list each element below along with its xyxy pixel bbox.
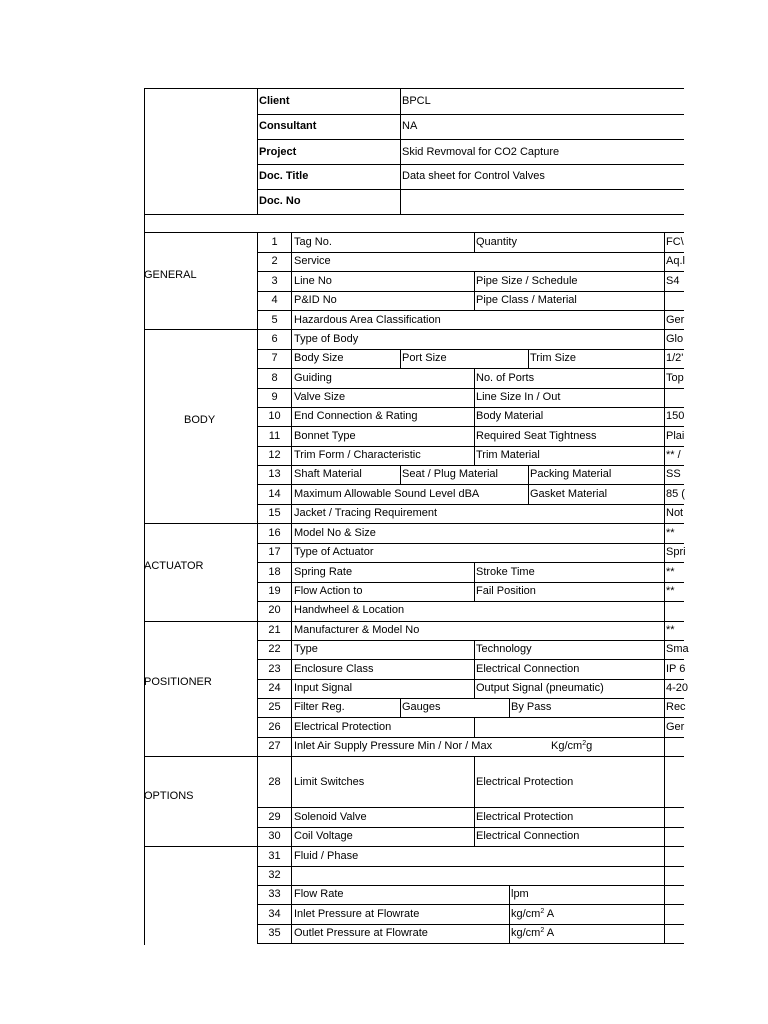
project-label: Project bbox=[259, 146, 297, 158]
unit-suffix: g bbox=[586, 740, 593, 752]
unit-text: Kg/cm bbox=[551, 740, 583, 752]
row-number: 6 bbox=[271, 333, 278, 345]
row-number: 2 bbox=[271, 255, 278, 267]
row-label-secondary: No. of Ports bbox=[476, 372, 535, 384]
row-value: 1/2' bbox=[666, 352, 684, 364]
row-label: Filter Reg. bbox=[294, 701, 345, 713]
doc-title-value: Data sheet for Control Valves bbox=[402, 170, 545, 182]
row-label: Line No bbox=[294, 275, 332, 287]
row-value: 150 bbox=[666, 410, 685, 422]
row-label: Flow Action to bbox=[294, 585, 363, 597]
row-value: Plai bbox=[666, 430, 685, 442]
row-value: ** bbox=[666, 527, 675, 539]
row-value: Ger bbox=[666, 721, 685, 733]
row-number: 28 bbox=[268, 776, 281, 788]
section-actuator: ACTUATOR bbox=[144, 560, 204, 572]
row-label: Flow Rate bbox=[294, 888, 344, 900]
row-unit bbox=[551, 740, 661, 753]
row-label-secondary: Pipe Size / Schedule bbox=[476, 275, 578, 287]
row-number: 13 bbox=[268, 468, 281, 480]
row-label: Limit Switches bbox=[294, 776, 365, 788]
row-number: 3 bbox=[271, 275, 278, 287]
row-label: Service bbox=[294, 255, 331, 267]
row-number: 14 bbox=[268, 488, 281, 500]
row-label-middle: Gauges bbox=[402, 701, 441, 713]
row-label: Tag No. bbox=[294, 236, 332, 248]
row-label-secondary: Required Seat Tightness bbox=[476, 430, 597, 442]
row-label-secondary: Trim Material bbox=[476, 449, 540, 461]
row-number: 35 bbox=[268, 927, 281, 939]
row-number: 4 bbox=[271, 294, 278, 306]
row-label: Coil Voltage bbox=[294, 830, 353, 842]
row-label: P&ID No bbox=[294, 294, 337, 306]
row-label: Type of Actuator bbox=[294, 546, 374, 558]
row-label-secondary: By Pass bbox=[511, 701, 552, 713]
row-number: 21 bbox=[268, 624, 281, 636]
row-label-secondary: Technology bbox=[476, 643, 532, 655]
doc-no-label: Doc. No bbox=[259, 195, 301, 207]
row-label: Body Size bbox=[294, 352, 344, 364]
row-label: Outlet Pressure at Flowrate bbox=[294, 927, 428, 939]
row-value: Not bbox=[666, 507, 684, 519]
row-number: 24 bbox=[268, 682, 281, 694]
row-label: Model No & Size bbox=[294, 527, 376, 539]
row-value: FC\ bbox=[666, 236, 684, 248]
row-value: Ger bbox=[666, 314, 685, 326]
row-number: 25 bbox=[268, 701, 281, 713]
row-label-secondary: Electrical Protection bbox=[476, 811, 574, 823]
section-general: GENERAL bbox=[144, 269, 197, 281]
row-unit bbox=[511, 927, 661, 940]
section-options: OPTIONS bbox=[144, 790, 194, 802]
row-label: Valve Size bbox=[294, 391, 346, 403]
row-label: Input Signal bbox=[294, 682, 353, 694]
row-number: 32 bbox=[268, 869, 281, 881]
row-unit: lpm bbox=[511, 888, 529, 900]
row-value: IP 6 bbox=[666, 663, 686, 675]
row-label: Fluid / Phase bbox=[294, 850, 359, 862]
row-label: Spring Rate bbox=[294, 566, 353, 578]
doc-title-label: Doc. Title bbox=[259, 170, 309, 182]
row-number: 34 bbox=[268, 908, 281, 920]
row-value: ** bbox=[666, 566, 675, 578]
unit-superscript: 2 bbox=[582, 740, 587, 747]
row-number: 19 bbox=[268, 585, 281, 597]
row-number: 33 bbox=[268, 888, 281, 900]
row-label: Maximum Allowable Sound Level dBA bbox=[294, 488, 480, 500]
project-value: Skid Revmoval for CO2 Capture bbox=[402, 146, 560, 158]
client-label: Client bbox=[259, 95, 290, 107]
row-value: ** bbox=[666, 585, 675, 597]
row-value: Aq.l bbox=[666, 255, 685, 267]
unit-superscript: 2 bbox=[540, 927, 545, 934]
row-label: Manufacturer & Model No bbox=[294, 624, 420, 636]
consultant-value: NA bbox=[402, 120, 418, 132]
row-label-secondary: Electrical Protection bbox=[476, 776, 574, 788]
row-label-secondary: Gasket Material bbox=[530, 488, 608, 500]
row-number: 17 bbox=[268, 546, 281, 558]
row-label-middle: Seat / Plug Material bbox=[402, 468, 498, 480]
row-value: Sma bbox=[666, 643, 689, 655]
unit-text: kg/cm bbox=[511, 927, 541, 939]
unit-text: kg/cm bbox=[511, 908, 541, 920]
row-number: 11 bbox=[268, 430, 281, 442]
row-number: 22 bbox=[268, 643, 281, 655]
row-label-secondary: Quantity bbox=[476, 236, 517, 248]
unit-suffix: A bbox=[544, 908, 555, 920]
row-label-secondary: Trim Size bbox=[530, 352, 577, 364]
row-number: 20 bbox=[268, 604, 281, 616]
row-value: SS bbox=[666, 468, 681, 480]
row-label-secondary: Fail Position bbox=[476, 585, 536, 597]
row-label: Inlet Air Supply Pressure Min / Nor / Max bbox=[294, 740, 493, 752]
row-number: 7 bbox=[271, 352, 278, 364]
unit-suffix: A bbox=[544, 927, 555, 939]
row-number: 10 bbox=[268, 410, 281, 422]
row-number: 31 bbox=[268, 850, 281, 862]
row-unit bbox=[511, 908, 661, 921]
row-label-secondary: Output Signal (pneumatic) bbox=[476, 682, 604, 694]
row-number: 18 bbox=[268, 566, 281, 578]
row-value: ** bbox=[666, 624, 675, 636]
unit-superscript: 2 bbox=[540, 908, 545, 915]
row-label: Jacket / Tracing Requirement bbox=[294, 507, 438, 519]
row-value: Rec bbox=[666, 701, 686, 713]
row-number: 23 bbox=[268, 663, 281, 675]
row-label: Bonnet Type bbox=[294, 430, 356, 442]
row-label: Type of Body bbox=[294, 333, 359, 345]
row-label-secondary: Body Material bbox=[476, 410, 544, 422]
row-number: 30 bbox=[268, 830, 281, 842]
row-number: 9 bbox=[271, 391, 278, 403]
row-label: Handwheel & Location bbox=[294, 604, 405, 616]
row-value: Top bbox=[666, 372, 684, 384]
row-number: 5 bbox=[271, 314, 278, 326]
row-label: End Connection & Rating bbox=[294, 410, 418, 422]
row-label: Type bbox=[294, 643, 318, 655]
client-value: BPCL bbox=[402, 95, 431, 107]
row-label: Hazardous Area Classification bbox=[294, 314, 441, 326]
row-label: Inlet Pressure at Flowrate bbox=[294, 908, 420, 920]
row-label-middle: Port Size bbox=[402, 352, 447, 364]
row-label-secondary: Pipe Class / Material bbox=[476, 294, 577, 306]
row-number: 1 bbox=[271, 236, 278, 248]
row-label-secondary: Electrical Connection bbox=[476, 830, 580, 842]
row-label-secondary: Packing Material bbox=[530, 468, 612, 480]
row-number: 29 bbox=[268, 811, 281, 823]
section-positioner: POSITIONER bbox=[144, 676, 212, 688]
row-number: 12 bbox=[268, 449, 281, 461]
consultant-label: Consultant bbox=[259, 120, 317, 132]
row-label: Solenoid Valve bbox=[294, 811, 367, 823]
row-label: Enclosure Class bbox=[294, 663, 374, 675]
row-value: 85 ( bbox=[666, 488, 685, 500]
row-value: Glo bbox=[666, 333, 684, 345]
row-label: Electrical Protection bbox=[294, 721, 392, 733]
row-value: 4-20 bbox=[666, 682, 689, 694]
row-number: 26 bbox=[268, 721, 281, 733]
row-label-secondary: Line Size In / Out bbox=[476, 391, 561, 403]
row-label: Shaft Material bbox=[294, 468, 362, 480]
row-value: Spri bbox=[666, 546, 686, 558]
section-body: BODY bbox=[184, 414, 216, 426]
row-label: Guiding bbox=[294, 372, 332, 384]
row-number: 15 bbox=[268, 507, 281, 519]
row-label-secondary: Electrical Connection bbox=[476, 663, 580, 675]
row-number: 8 bbox=[271, 372, 278, 384]
row-label-secondary: Stroke Time bbox=[476, 566, 535, 578]
row-label: Trim Form / Characteristic bbox=[294, 449, 421, 461]
row-value: S4 bbox=[666, 275, 680, 287]
row-number: 16 bbox=[268, 527, 281, 539]
row-number: 27 bbox=[268, 740, 281, 752]
row-value: ** / bbox=[666, 449, 681, 461]
